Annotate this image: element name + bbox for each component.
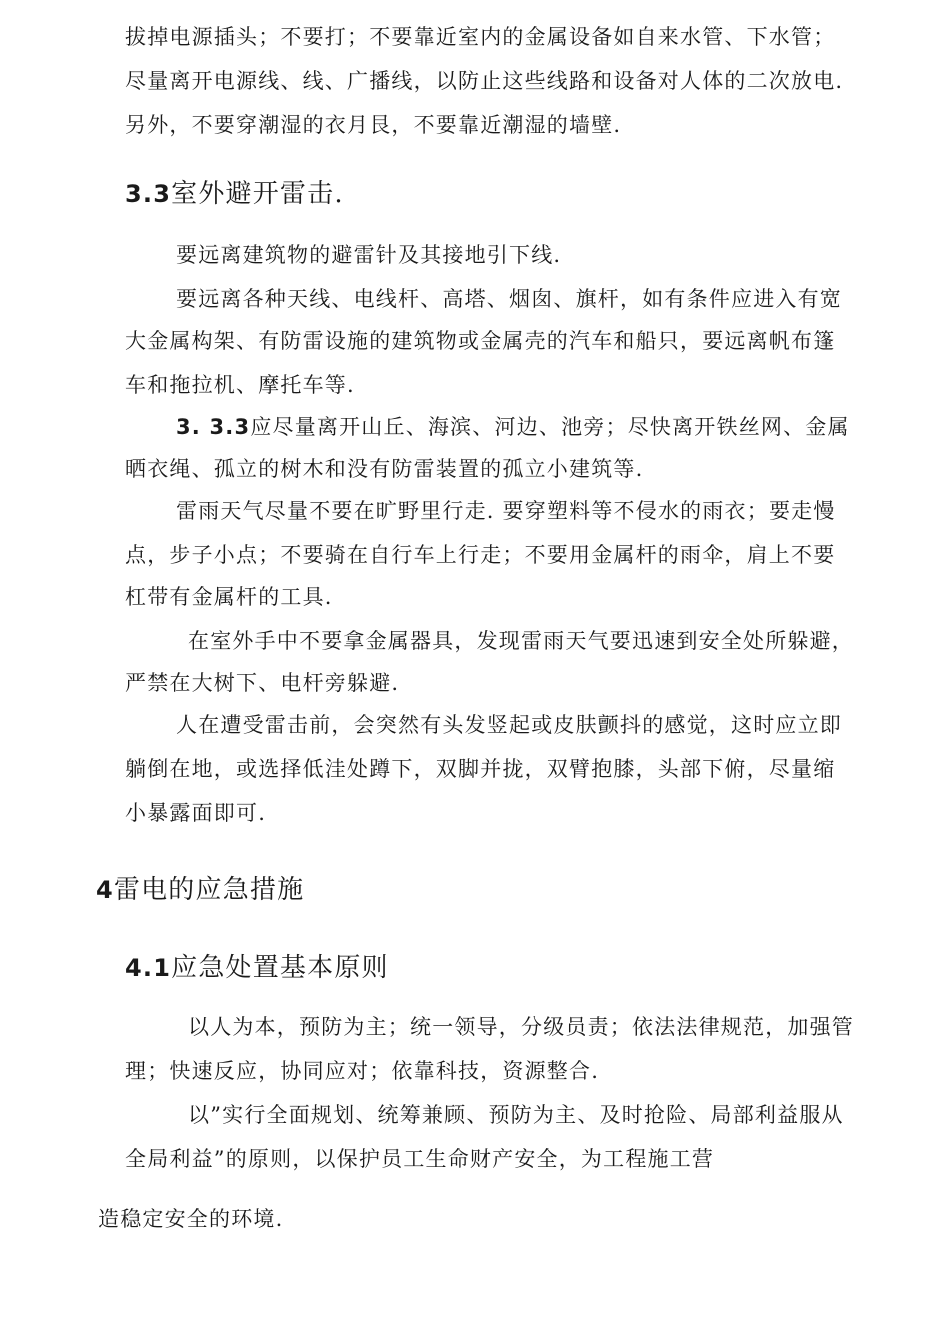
paragraph-4-line-2: 点，步子小点；不要骑在自行车上行走；不要用金属杆的雨伞，肩上不要 [125,543,836,567]
paragraph-6-line-3: 小暴露面即可. [125,801,267,825]
section-heading-4-1 [125,950,389,986]
paragraph-5-line-1: 在室外手中不要拿金属器具，发现雷雨天气要迅速到安全处所躲避， [188,629,854,653]
section-title: 雷电的应急措施 [113,875,305,905]
paragraph-8-line-1: 以”实行全面规划、统筹兼顾、预防为主、及时抢险、局部利益服从 [188,1103,844,1127]
paragraph-3-text: 应尽量离开山丘、海滨、河边、池旁；尽快离开铁丝网、金属 [250,415,850,439]
section-title: 室外避开雷击. [171,179,344,209]
intro-line-3: 另外，不要穿潮湿的衣月艮，不要靠近潮湿的墙壁. [125,113,622,137]
paragraph-5-line-2: 严禁在大树下、电杆旁躲避. [125,671,400,695]
intro-line-1: 拔掉电源插头；不要打；不要靠近室内的金属设备如自来水管、下水管； [125,25,836,49]
section-title: 应急处置基本原则 [171,953,389,983]
paragraph-4-line-3: 杠带有金属杆的工具. [125,585,333,609]
paragraph-8-line-3: 造稳定安全的环境. [98,1207,284,1231]
paragraph-3-line-2: 晒衣绳、孤立的树木和没有防雷装置的孤立小建筑等. [125,457,644,481]
paragraph-2-line-1: 要远离各种天线、电线杆、高塔、烟囱、旗杆，如有条件应进入有宽 [176,287,842,311]
section-heading-3-3 [125,176,344,212]
section-number: 3.3 [125,180,172,208]
paragraph-3-line-1 [176,412,850,442]
paragraph-6-line-2: 躺倒在地，或选择低洼处蹲下，双脚并拢，双臂抱膝，头部下俯，尽量缩 [125,757,836,781]
section-number: 4 [96,876,114,904]
paragraph-6-line-1: 人在遭受雷击前，会突然有头发竖起或皮肤颤抖的感觉，这时应立即 [176,713,842,737]
intro-line-2: 尽量离开电源线、线、广播线，以防止这些线路和设备对人体的二次放电. [125,69,844,93]
section-heading-4 [96,872,304,908]
paragraph-2-line-3: 车和拖拉机、摩托车等. [125,373,355,397]
paragraph-2-line-2: 大金属构架、有防雷设施的建筑物或金属壳的汽车和船只，要远离帆布篷 [125,329,836,353]
paragraph-7-line-2: 理；快速反应，协同应对；依靠科技，资源整合. [125,1059,600,1083]
paragraph-7-line-1: 以人为本，预防为主；统一领导，分级员责；依法法律规范，加强管 [188,1015,854,1039]
paragraph-1-line-1: 要远离建筑物的避雷针及其接地引下线. [176,243,562,267]
paragraph-4-line-1: 雷雨天气尽量不要在旷野里行走. 要穿塑料等不侵水的雨衣；要走慢 [176,499,836,523]
paragraph-8-line-2: 全局利益”的原则，以保护员工生命财产安全，为工程施工营 [125,1147,715,1171]
section-number: 4.1 [125,954,172,982]
clause-number: 3. 3.3 [176,415,251,439]
